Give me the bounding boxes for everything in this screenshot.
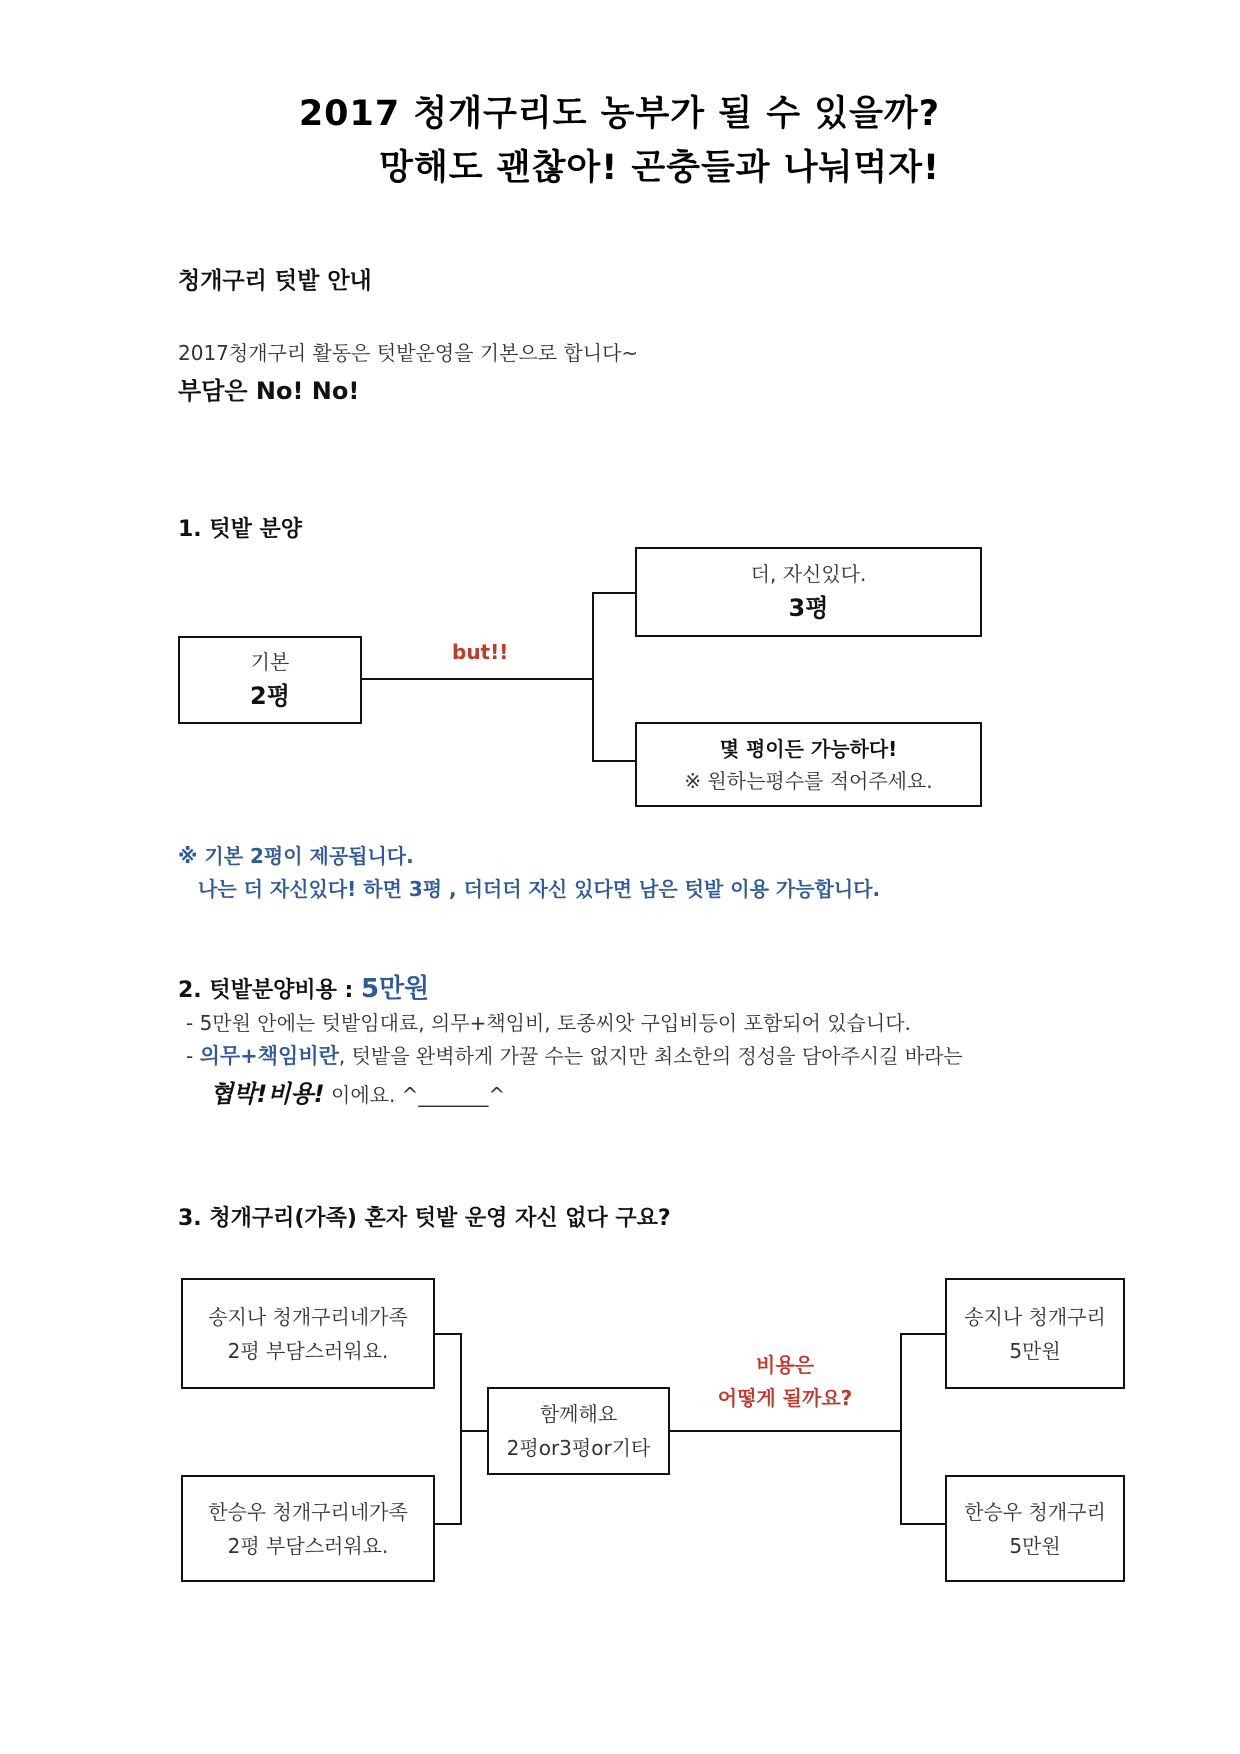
- left-bottom-line-2: 2평 부담스러워요.: [227, 1533, 389, 1558]
- connector-line: [361, 678, 593, 680]
- section2-bullet-3: [210, 1074, 505, 1109]
- connector-label: but!!: [452, 640, 509, 664]
- three-pyeong-size: 3평: [788, 594, 829, 622]
- left-center-connector: [460, 1430, 488, 1432]
- right-top-connector: [900, 1333, 946, 1335]
- base-plot-box: [178, 636, 362, 724]
- section1-heading: 1. 텃밭 분양: [178, 517, 302, 542]
- title-line-1: 2017 청개구리도 농부가 될 수 있을까?: [298, 94, 940, 134]
- right-vertical-connector: [900, 1333, 902, 1525]
- together-line-2: 2평or3평or기타: [506, 1436, 651, 1460]
- right-bottom-connector: [900, 1523, 946, 1525]
- section2-price: 5만원: [360, 974, 430, 1004]
- right-center-connector: [669, 1430, 901, 1432]
- right-bottom-line-2: 5만원: [1009, 1533, 1061, 1558]
- intro-heading: 청개구리 텃밭 안내: [178, 268, 372, 294]
- bullet-2-dash: -: [186, 1044, 200, 1068]
- section2-bullet-2: [186, 1040, 963, 1070]
- intro-line-1: 2017청개구리 활동은 텃밭운영을 기본으로 합니다~: [178, 341, 639, 365]
- cost-question-line-1: 비용은: [756, 1353, 814, 1377]
- cost-question-line-2: 어떻게 될까요?: [717, 1386, 853, 1410]
- branch-vertical-line: [592, 592, 594, 762]
- left-top-connector: [434, 1333, 461, 1335]
- branch-bottom-line: [592, 760, 636, 762]
- bullet-3-rest: 이에요. ^_______^: [324, 1083, 506, 1107]
- three-pyeong-label: 더, 자신있다.: [750, 562, 867, 586]
- base-plot-size: 2평: [250, 682, 290, 710]
- section2-bullet-1: - 5만원 안에는 텃밭임대료, 의무+책임비, 토종씨앗 구입비등이 포함되어 있습니다.: [186, 1011, 911, 1035]
- right-top-line-2: 5만원: [1009, 1338, 1061, 1363]
- left-top-box: [181, 1278, 435, 1389]
- right-top-box: [945, 1278, 1125, 1389]
- intro-line-2: 부담은 No! No!: [178, 377, 360, 405]
- left-top-line-2: 2평 부담스러워요.: [227, 1338, 389, 1363]
- left-bottom-connector: [434, 1523, 461, 1525]
- section2-heading-label: 2. 텃밭분양비용 :: [178, 978, 361, 1003]
- left-bottom-box: [181, 1475, 435, 1582]
- right-top-line-1: 송지나 청개구리: [964, 1304, 1106, 1329]
- left-bottom-line-1: 한승우 청개구리네가족: [208, 1499, 408, 1524]
- bullet-3-emphasis: 협박!비용!: [210, 1080, 325, 1108]
- title-line-2: 망해도 괜찮아! 곤충들과 나눠먹자!: [379, 148, 940, 188]
- bullet-2-highlight: 의무+책임비란: [199, 1044, 339, 1068]
- right-bottom-box: [945, 1475, 1125, 1582]
- any-size-box: [635, 722, 982, 807]
- section1-note-line-1: ※ 기본 2평이 제공됩니다.: [178, 844, 414, 868]
- section2-heading: [178, 968, 429, 1005]
- three-pyeong-box: [635, 547, 982, 637]
- left-top-line-1: 송지나 청개구리네가족: [208, 1304, 408, 1329]
- right-bottom-line-1: 한승우 청개구리: [964, 1499, 1106, 1524]
- together-box: [487, 1387, 670, 1475]
- left-vertical-connector: [460, 1333, 462, 1525]
- section3-heading: 3. 청개구리(가족) 혼자 텃밭 운영 자신 없다 구요?: [178, 1206, 671, 1231]
- bullet-2-rest: , 텃밭을 완벽하게 가꿀 수는 없지만 최소한의 정성을 담아주시길 바라는: [338, 1044, 963, 1068]
- together-line-1: 함께해요: [539, 1402, 618, 1426]
- branch-top-line: [592, 592, 636, 594]
- any-size-label: 몇 평이든 가능하다!: [719, 736, 898, 761]
- section1-note-line-2: 나는 더 자신있다! 하면 3평 , 더더더 자신 있다면 남은 텃밭 이용 가능합니다.: [198, 877, 881, 901]
- any-size-note: ※ 원하는평수를 적어주세요.: [684, 768, 933, 793]
- base-plot-label: 기본: [250, 650, 290, 674]
